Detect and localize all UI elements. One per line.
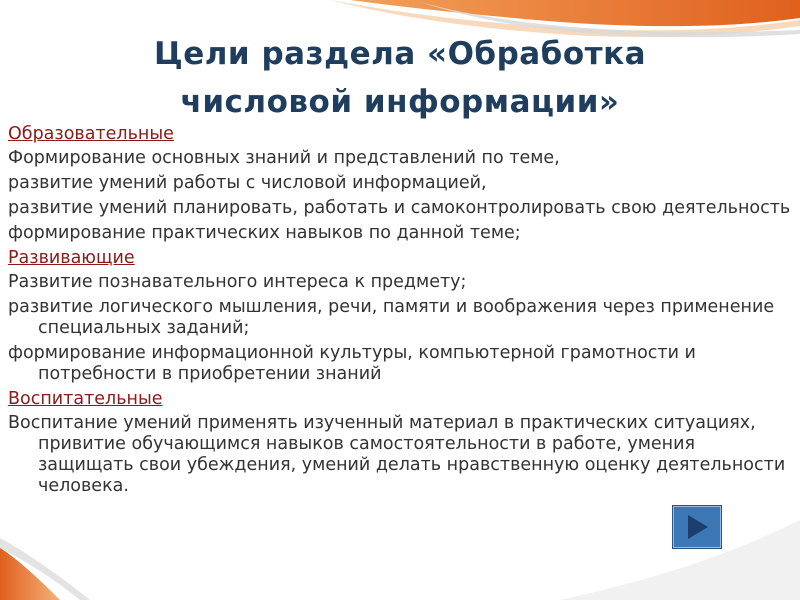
- goal-item: Развитие познавательного интереса к предмету;: [8, 272, 467, 292]
- play-triangle-icon: [673, 506, 721, 548]
- title-line-1: Цели раздела «Обработка: [153, 36, 647, 72]
- next-slide-button[interactable]: [672, 505, 722, 549]
- goal-item: формирование информационной культуры, компьютерной грамотности и потребности в приобретении знаний: [8, 343, 696, 384]
- goal-item: Формирование основных знаний и представлений по теме,: [8, 148, 560, 168]
- goal-item: развитие умений работы с числовой информацией,: [8, 173, 487, 193]
- slide-title: [0, 30, 800, 126]
- heading-developmental[interactable]: Развивающие: [8, 248, 135, 268]
- goal-item: развитие умений планировать, работать и самоконтролировать свою деятельность: [8, 198, 791, 218]
- heading-upbringing[interactable]: Воспитательные: [8, 389, 163, 409]
- goal-item: развитие логического мышления, речи, памяти и воображения через применение специальных заданий;: [8, 297, 775, 338]
- goal-item: формирование практических навыков по данной теме;: [8, 223, 521, 243]
- heading-educational[interactable]: Образовательные: [8, 124, 174, 144]
- top-swoosh: [350, 0, 800, 26]
- goals-content: [8, 122, 793, 501]
- title-line-2: числовой информации»: [180, 84, 620, 120]
- goal-item: Воспитание умений применять изученный материал в практических ситуациях, привитие обучающимся навыков самостоятельности в работе, умения защищать свои убеждения, умений делать нравственную оценку деятельности человека.: [8, 413, 786, 496]
